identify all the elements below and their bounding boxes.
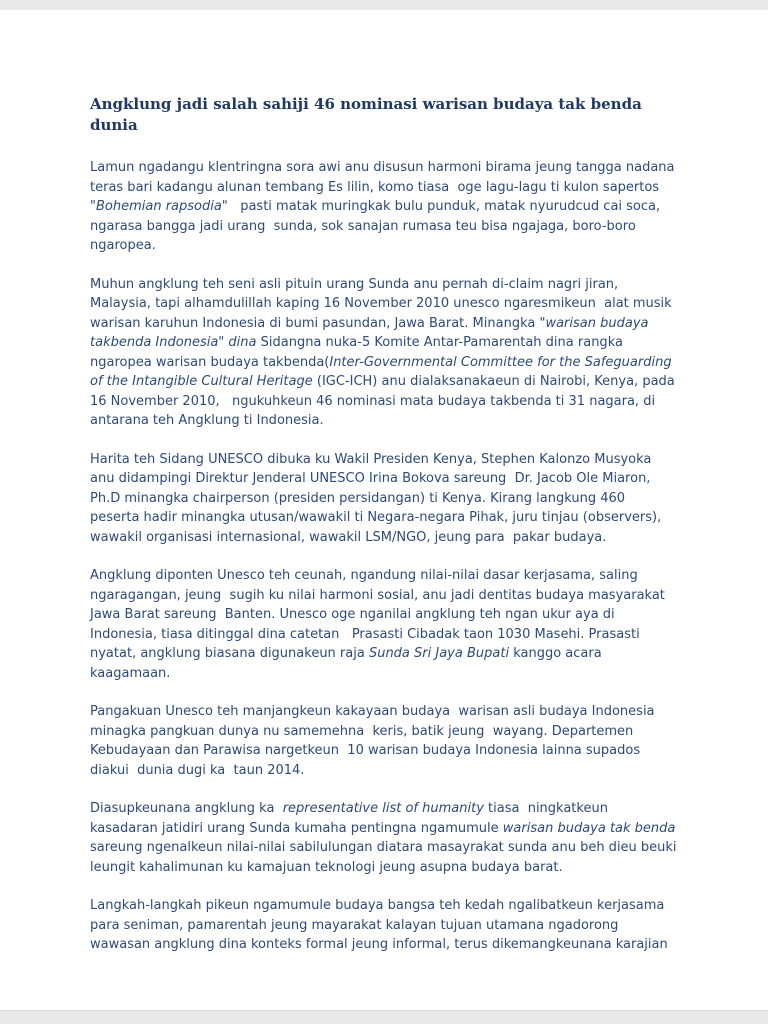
text-run: Langkah-langkah pikeun ngamumule budaya bangsa teh kedah ngalibatkeun kerjasama para seniman, pamarentah jeung mayarakat kalayan tujuan utamana ngadorong wawasan angklung dina konteks formal jeung informal, terus dikemangkeunana karajian — [90, 898, 669, 952]
paragraph — [90, 566, 678, 683]
text-run: sareung ngenalkeun nilai-nilai sabilulungan diatara masayrakat sunda anu beh dieu beuki leungit kahalimunan ku kamajuan teknologi jeung asupna budaya barat. — [90, 820, 684, 875]
document-page — [0, 10, 768, 1011]
text-run: Angklung diponten Unesco teh ceunah, ngandung nilai-nilai dasar kerjasama, saling ngaragangan, jeung sugih ku nilai harmoni sosial, anu jadi dentitas budaya masyarakat Jawa Barat sareung Banten. Unesco oge nganilai angklung teh ngan ukur aya di Indonesia, tiasa ditinggal dina catetan Prasasti Cibadak taon 1030 Masehi. Prasasti nyatat, angklung biasana digunakeun raja — [90, 568, 670, 661]
page-content — [0, 10, 768, 955]
text-run: representative list of humanity — [282, 801, 484, 816]
text-run: Sunda Sri Jaya Bupati — [368, 646, 510, 661]
paragraph — [90, 799, 684, 877]
page-gap-top — [0, 0, 768, 10]
paragraph — [90, 158, 678, 256]
document-title: Angklung jadi salah sahiji 46 nominasi warisan budaya tak benda dunia — [90, 95, 642, 134]
text-run: kanggo acara kaagamaan. — [90, 646, 606, 681]
paragraph — [90, 275, 678, 431]
paragraph — [90, 896, 678, 955]
text-run: Diasupkeunana angklung ka — [90, 801, 283, 816]
text-run: Harita teh Sidang UNESCO dibuka ku Wakil Presiden Kenya, Stephen Kalonzo Musyoka anu didampingi Direktur Jenderal UNESCO Irina Bokova sareung Dr. Jacob Ole Miaron, Ph.D minangka chairperson (presiden persidangan) ti Kenya. Kirang langkung 460 peserta hadir minangka utusan/wawakil ti Negara-negara Pihak, juru tinjau (observers), wawakil organisasi internasional, wawakil LSM/NGO, jeung para pakar budaya. — [90, 451, 666, 545]
page-gap-bottom — [0, 1010, 768, 1024]
text-run: Bohemian rapsodia — [95, 199, 222, 214]
text-run: Sidangna nuka-5 Komite Antar-Pamarentah dina rangka ngaropea warisan budaya takbenda( — [90, 335, 628, 370]
text-run: Lamun ngadangu klentringna sora awi anu disusun harmoni birama jeung tangga nadana teras bari kadangu alunan tembang Es lilin, komo tiasa oge lagu-lagu ti kulon sapertos " — [90, 160, 679, 214]
text-run: Inter-Governmental Committee for the Safeguarding of the Intangible Cultural Heritage — [90, 354, 676, 389]
text-run: " pasti matak muringkak bulu punduk, matak nyurudcud cai soca, ngarasa bangga jadi urang sunda, sok sanajan rumasa teu bisa ngajaga, boro-boro ngaropea. — [90, 199, 665, 253]
document-paragraphs — [90, 158, 684, 955]
text-run: Muhun angklung teh seni asli pituin urang Sunda anu pernah di-claim nagri jiran, Malaysia, tapi alhamdulillah kaping 16 November 2010 unesco ngaresmikeun alat musik warisan karuhun Indonesia di bumi pasundan, Jawa Barat. Minangka " — [90, 276, 676, 331]
text-run: tiasa ningkatkeun kasadaran jatidiri urang Sunda kumaha pentingna ngamumule — [90, 801, 613, 836]
text-run: Pangakuan Unesco teh manjangkeun kakayaan budaya warisan asli budaya Indonesia minagka pangkuan dunya nu samemehna keris, batik jeung wayang. Departemen Kebudayaan dan Parawisa nargetkeun 10 warisan budaya Indonesia lainna supados diakui dunia dugi ka taun 2014. — [90, 704, 659, 778]
text-run: (IGC-ICH) anu dialaksanakaeun di Nairobi, Kenya, pada 16 November 2010, ngukuhkeun 46 nominasi mata budaya takbenda ti 31 nagara, di antarana teh Angklung ti Indonesia. — [90, 374, 679, 428]
text-run: warisan budaya tak benda — [502, 820, 676, 836]
text-run: warisan budaya takbenda Indonesia" dina — [90, 315, 653, 350]
paragraph — [90, 702, 678, 780]
paragraph — [90, 450, 678, 548]
